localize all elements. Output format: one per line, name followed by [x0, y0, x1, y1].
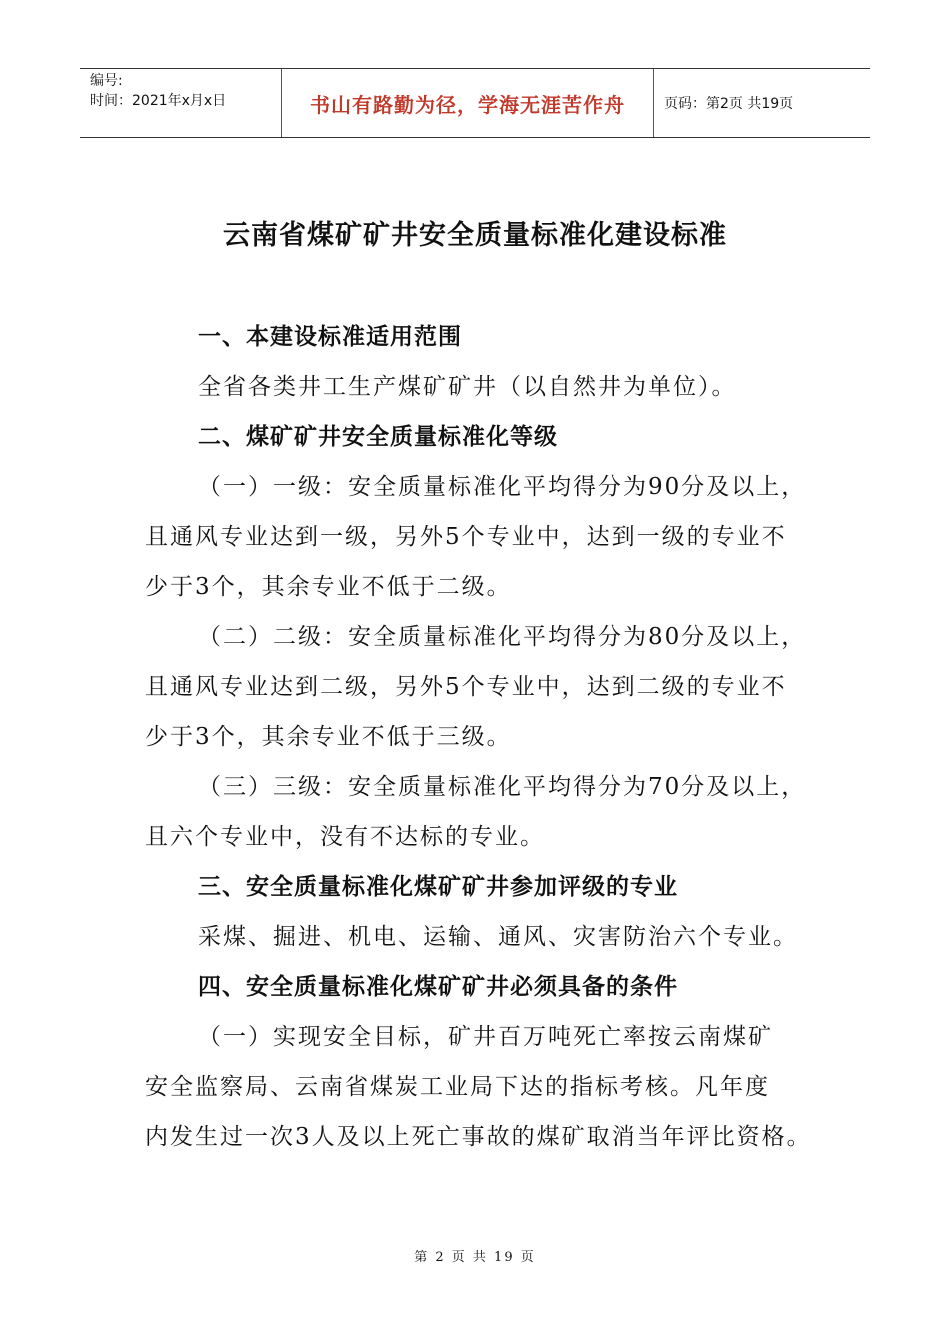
paragraph-line: 且通风专业达到一级，另外5个专业中，达到一级的专业不 [145, 524, 787, 550]
section-heading: 一、本建设标准适用范围 [198, 324, 462, 350]
paragraph-line: （一）一级：安全质量标准化平均得分为90分及以上， [198, 474, 807, 500]
time-label: 时间：2021年x月x日 [90, 93, 227, 109]
paragraph-line: 且通风专业达到二级，另外5个专业中，达到二级的专业不 [145, 674, 787, 700]
section-heading: 二、煤矿矿井安全质量标准化等级 [198, 424, 558, 450]
page-footer: 第 2 页 共 19 页 [414, 1250, 536, 1265]
paragraph-line: 少于3个，其余专业不低于二级。 [145, 574, 512, 600]
paragraph-line: 采煤、掘进、机电、运输、通风、灾害防治六个专业。 [198, 924, 798, 950]
paragraph-line: 安全监察局、云南省煤炭工业局下达的指标考核。凡年度 [145, 1074, 770, 1100]
header-meta-cell [80, 69, 282, 137]
header-table [80, 68, 870, 138]
number-label: 编号: [90, 73, 123, 89]
motto: 书山有路勤为径，学海无涯苦作舟 [282, 69, 654, 137]
paragraph-line: （一）实现安全目标，矿井百万吨死亡率按云南煤矿 [198, 1024, 773, 1050]
paragraph-line: （三）三级：安全质量标准化平均得分为70分及以上， [198, 774, 807, 800]
paragraph-line: 内发生过一次3人及以上死亡事故的煤矿取消当年评比资格。 [145, 1124, 812, 1150]
document-title: 云南省煤矿矿井安全质量标准化建设标准 [223, 220, 727, 251]
paragraph-line: 全省各类井工生产煤矿矿井（以自然井为单位）。 [198, 374, 737, 400]
paragraph-line: 且六个专业中，没有不达标的专业。 [145, 824, 545, 850]
section-heading: 四、安全质量标准化煤矿矿井必须具备的条件 [198, 974, 678, 1000]
section-heading: 三、安全质量标准化煤矿矿井参加评级的专业 [198, 874, 678, 900]
paragraph-line: 少于3个，其余专业不低于三级。 [145, 724, 512, 750]
paragraph-line: （二）二级：安全质量标准化平均得分为80分及以上， [198, 624, 807, 650]
page-info: 页码：第2页 共19页 [664, 96, 794, 112]
